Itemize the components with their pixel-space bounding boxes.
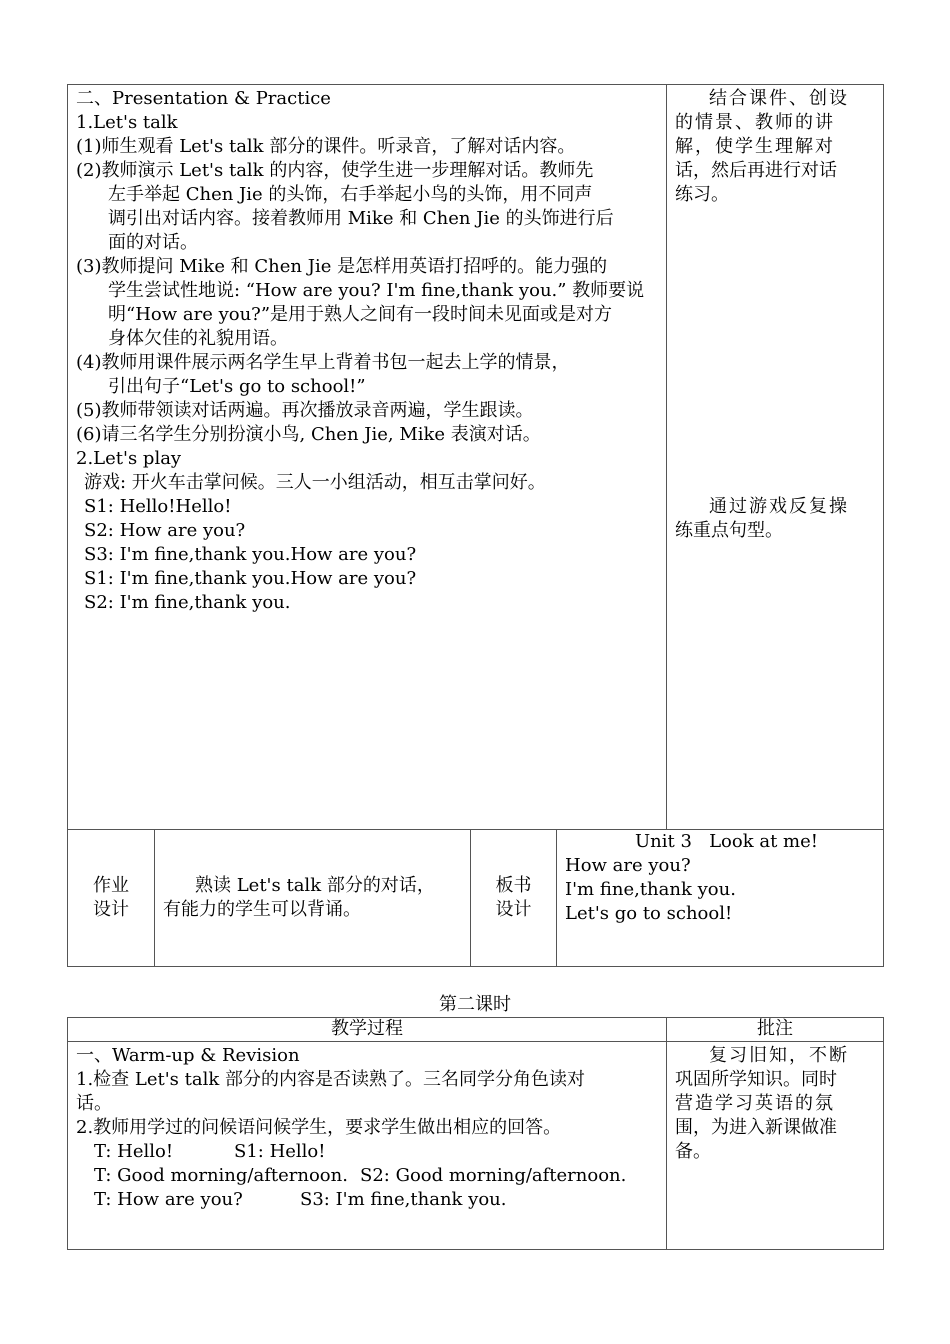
note-3-line: 复习旧知，不断 <box>709 1045 849 1066</box>
step-4 <box>76 351 658 399</box>
header-process <box>68 1018 667 1042</box>
note-1-line: 练习。 <box>675 184 729 205</box>
dialog-teacher: T: Hello! <box>94 1141 174 1162</box>
notes-cell <box>667 85 884 830</box>
board-title: Unit 3 Look at me! <box>635 831 818 852</box>
note-1-line: 解，使学生理解对 <box>675 136 835 157</box>
board-label: 板书 <box>495 875 532 896</box>
lesson2-caption: 第二课时 <box>439 994 511 1015</box>
homework-label-cell <box>68 830 155 967</box>
step-2: 2.教师用学过的问候语问候学生，要求学生做出相应的回答。 <box>76 1117 562 1138</box>
notes-cell-2 <box>667 1042 884 1250</box>
step-3-line-3: 明“How are you?”是用于熟人之间有一段时间未见面或是对方 <box>108 304 613 325</box>
board-label: 设计 <box>495 899 532 920</box>
homework-text: 有能力的学生可以背诵。 <box>163 899 361 920</box>
lesson1-table <box>67 84 884 967</box>
section-title: 二、Presentation & Practice <box>76 88 331 109</box>
note-3-line: 备。 <box>675 1141 711 1162</box>
dialog-row <box>76 1188 658 1212</box>
dialog-line: S2: How are you? <box>84 520 246 541</box>
step-1: (1)师生观看 Let's talk 部分的课件。听录音，了解对话内容。 <box>76 136 576 157</box>
dialog-row <box>76 1140 658 1164</box>
homework-text: 熟读 Let's talk 部分的对话， <box>195 875 435 896</box>
dialog-line: S3: I'm fine,thank you.How are you? <box>84 544 417 565</box>
step-4-line-2: 引出句子“Let's go to school!” <box>108 376 366 397</box>
note-2-line: 练重点句型。 <box>675 520 783 541</box>
note-3 <box>675 1044 875 1164</box>
dialog-student: S1: Hello! <box>234 1141 326 1162</box>
lets-talk-title: 1.Let's talk <box>76 112 178 133</box>
step-3-line-1: (3)教师提问 Mike 和 Chen Jie 是怎样用英语打招呼的。能力强的 <box>76 256 608 277</box>
note-1 <box>675 87 875 207</box>
lesson2-table <box>67 1017 884 1250</box>
step-4-line-1: (4)教师用课件展示两名学生早上背着书包一起去上学的情景， <box>76 352 570 373</box>
board-content-cell <box>557 830 884 967</box>
note-1-line: 话，然后再进行对话 <box>675 160 837 181</box>
header-notes-label: 批注 <box>757 1018 793 1039</box>
homework-text-cell <box>155 830 471 967</box>
dialog-line: S2: I'm fine,thank you. <box>84 592 291 613</box>
step-5: (5)教师带领读对话两遍。再次播放录音两遍，学生跟读。 <box>76 400 534 421</box>
step-3-line-2: 学生尝试性地说: “How are you? I'm fine,thank you.” 教师要说 <box>108 280 645 301</box>
process-cell <box>68 85 667 830</box>
step-2-line-1: (2)教师演示 Let's talk 的内容，使学生进一步理解对话。教师先 <box>76 160 594 181</box>
dialog-teacher: T: Good morning/afternoon. <box>94 1165 348 1186</box>
note-1-line: 的情景、教师的讲 <box>675 112 835 133</box>
dialog-student: S3: I'm fine,thank you. <box>300 1189 507 1210</box>
header-notes <box>667 1018 884 1042</box>
step-6: (6)请三名学生分别扮演小鸟, Chen Jie, Mike 表演对话。 <box>76 424 541 445</box>
lets-play-title: 2.Let's play <box>76 448 182 469</box>
dialog-line: S1: I'm fine,thank you.How are you? <box>84 568 417 589</box>
board-label-cell <box>471 830 557 967</box>
dialog-student: S2: Good morning/afternoon. <box>360 1165 627 1186</box>
note-3-line: 围，为进入新课做准 <box>675 1117 837 1138</box>
dialog-teacher: T: How are you? <box>94 1189 243 1210</box>
note-3-line: 巩固所学知识。同时 <box>675 1069 837 1090</box>
step-2-line-4: 面的对话。 <box>108 232 198 253</box>
board-line: How are you? <box>565 855 691 876</box>
step-3 <box>76 255 658 351</box>
note-2 <box>675 495 875 543</box>
board-line: Let's go to school! <box>565 903 733 924</box>
step-2 <box>76 159 658 255</box>
dialog-row <box>76 1164 658 1188</box>
section-title-2: 一、Warm-up & Revision <box>76 1045 300 1066</box>
dialog-line: S1: Hello!Hello! <box>84 496 232 517</box>
homework-label: 作业 <box>93 875 129 896</box>
note-2-line: 通过游戏反复操 <box>709 496 849 517</box>
step-2-line-2: 左手举起 Chen Jie 的头饰，右手举起小鸟的头饰，用不同声 <box>108 184 593 205</box>
board-line: I'm fine,thank you. <box>565 879 736 900</box>
step-3-line-4: 身体欠佳的礼貌用语。 <box>108 328 288 349</box>
homework-label: 设计 <box>93 899 129 920</box>
game-description: 游戏: 开火车击掌问候。三人一小组活动，相互击掌问好。 <box>84 472 546 493</box>
step-2-line-3: 调引出对话内容。接着教师用 Mike 和 Chen Jie 的头饰进行后 <box>108 208 614 229</box>
step-1-line-2: 话。 <box>76 1093 112 1114</box>
process-cell-2 <box>68 1042 667 1250</box>
note-3-line: 营造学习英语的氛 <box>675 1093 835 1114</box>
step-1-line-1: 1.检查 Let's talk 部分的内容是否读熟了。三名同学分角色读对 <box>76 1069 585 1090</box>
header-process-label: 教学过程 <box>331 1018 403 1039</box>
note-1-line: 结合课件、创设 <box>709 88 849 109</box>
